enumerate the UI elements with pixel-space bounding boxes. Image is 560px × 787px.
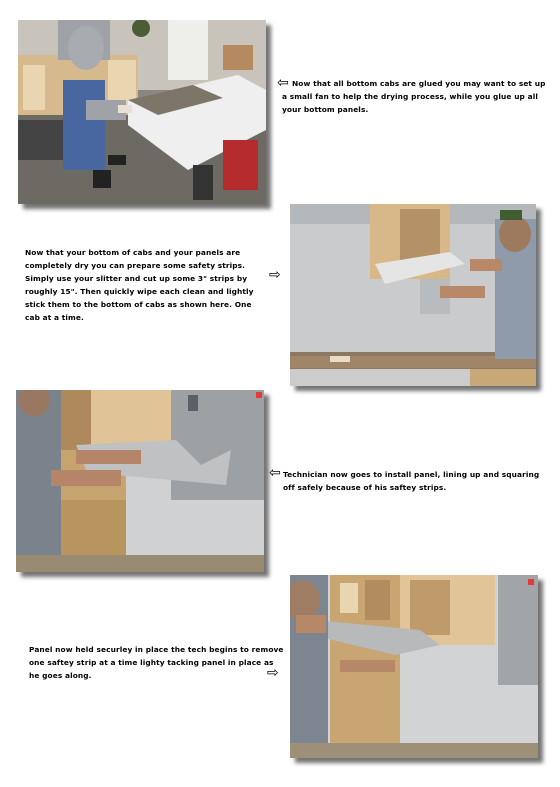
arrow-icon: ⇦ [277, 75, 289, 91]
photo-gluing-bottom-panels [18, 20, 266, 204]
step-caption: Now that your bottom of cabs and your panels are completely dry you can prepare some safety strips. Simply use your slitter and cut up some 3" strips by roughly 15". Then quickly wipe each clean and lightly stick them to the bottom of cabs as shown here. One cab at a time. [25, 248, 254, 322]
photo-safety-strips-image [290, 204, 536, 386]
arrow-icon: ⇦ [269, 465, 281, 481]
photo-installing-panel-image [16, 390, 264, 572]
photo-gluing-bottom-panels-image [18, 20, 266, 204]
step-caption: Technician now goes to install panel, lining up and squaring off safely because of his saftey strips. [283, 470, 540, 492]
arrow-icon: ⇨ [267, 665, 279, 681]
photo-installing-panel [16, 390, 264, 572]
step-caption: Panel now held securley in place the tech begins to remove one saftey strip at a time lighty tacking panel in place as he goes along. [29, 645, 284, 680]
step-caption: Now that all bottom cabs are glued you may want to set up a small fan to help the drying process, while you glue up all your bottom panels. [282, 79, 546, 114]
arrow-icon: ⇨ [269, 267, 281, 283]
photo-removing-strips-image [290, 575, 538, 758]
photo-safety-strips [290, 204, 536, 386]
photo-removing-strips [290, 575, 538, 758]
